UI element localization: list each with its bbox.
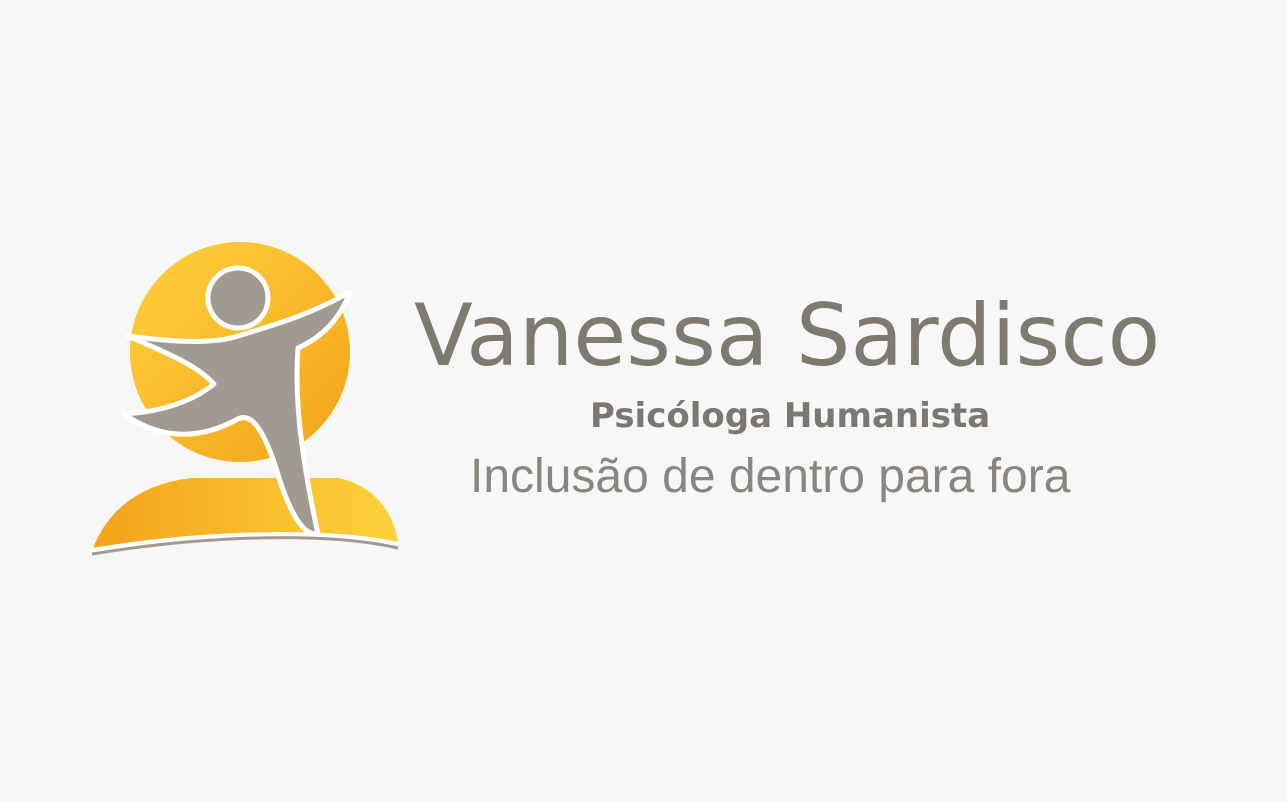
brand-name: Vanessa Sardisco [414,286,1161,386]
brand-tagline: Inclusão de dentro para fora [470,450,1071,503]
brand-subtitle: Psicóloga Humanista [590,396,991,436]
logo-icon [88,240,408,560]
figure-head [208,268,268,328]
